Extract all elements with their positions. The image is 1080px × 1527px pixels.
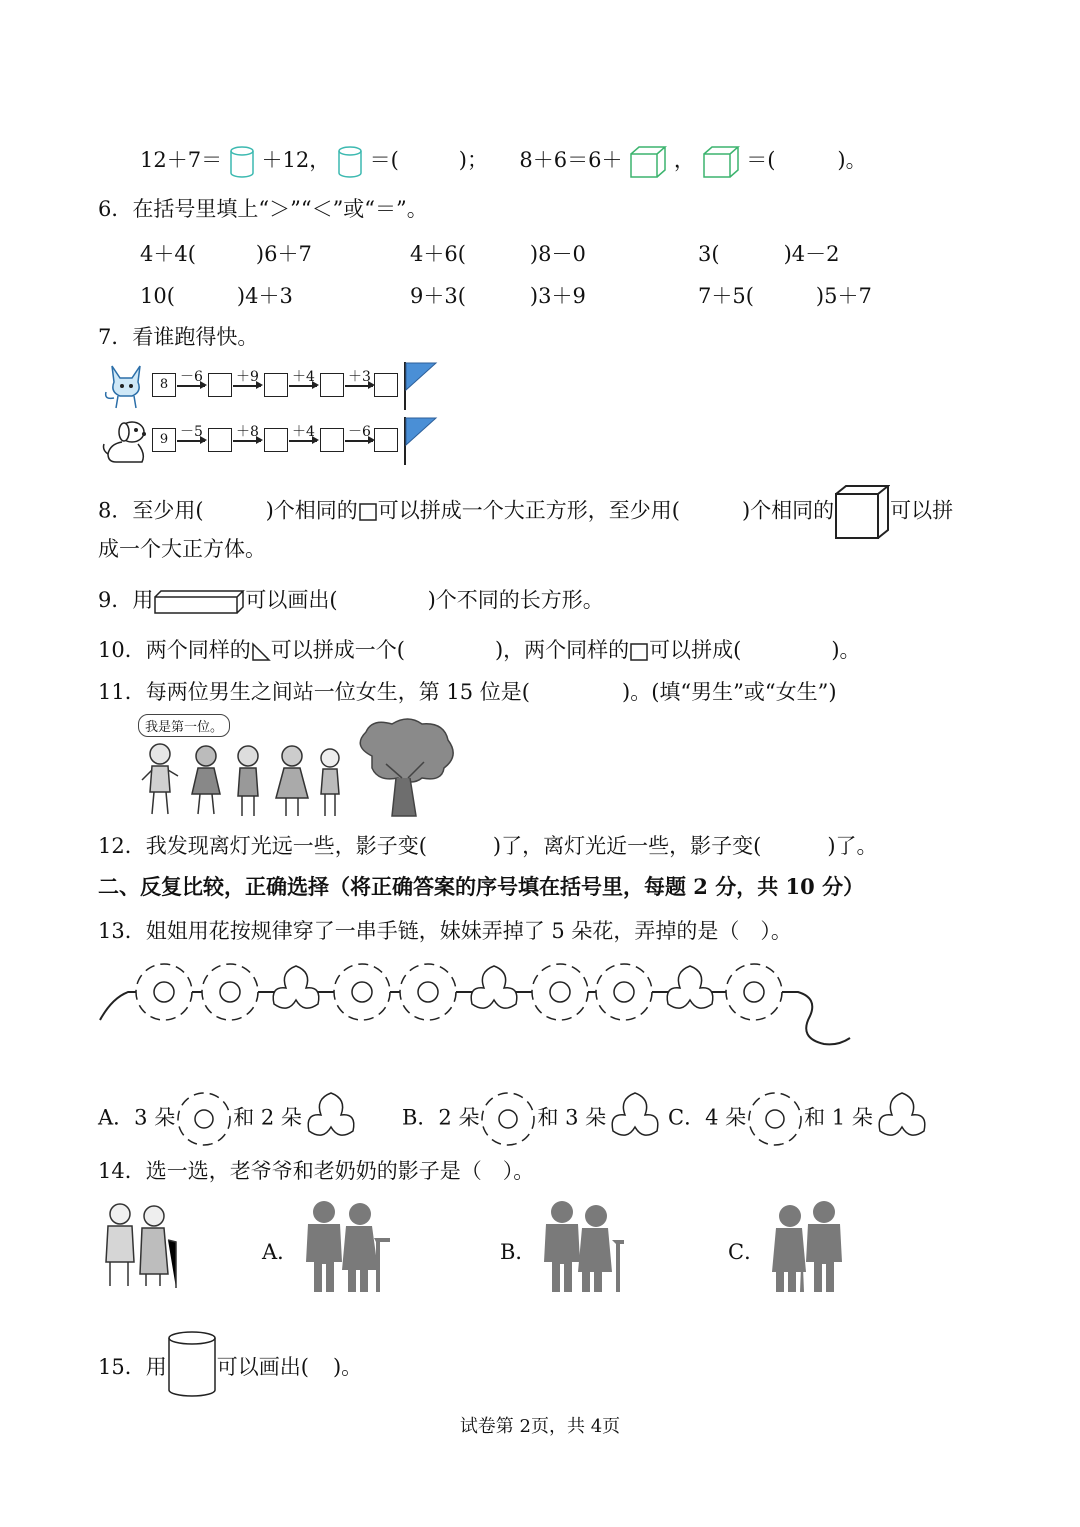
flag-icon bbox=[402, 415, 438, 467]
dog-op-4: －6 bbox=[348, 424, 371, 440]
q13-option-c[interactable]: C．4 朵 和 1 朵 bbox=[668, 1090, 931, 1148]
q6-title: 6．在括号里填上“＞”“＜”或“＝”。 bbox=[98, 197, 428, 221]
square-icon bbox=[629, 642, 649, 662]
shadow-option-c-icon[interactable] bbox=[764, 1198, 856, 1294]
grandparents-icon bbox=[98, 1200, 188, 1290]
q6-row1-item2: 4＋6( )8－0 bbox=[410, 242, 586, 266]
q15-line: 15．用 可以画出( )。 bbox=[98, 1330, 362, 1398]
fox-answer-box-3[interactable] bbox=[320, 373, 344, 397]
q5-line: 12＋7＝ ＋12， ＝( )； 8＋6＝6＋ ， ＝( )。 bbox=[140, 144, 867, 179]
shadow-option-a-icon[interactable] bbox=[300, 1198, 392, 1294]
dog-op-3: ＋4 bbox=[292, 424, 315, 440]
cube-icon bbox=[629, 145, 667, 179]
q6-row2-item2: 9＋3( )3＋9 bbox=[410, 284, 586, 308]
dog-start-box: 9 bbox=[152, 428, 176, 452]
cube-icon bbox=[702, 145, 740, 179]
pointed-flower-icon bbox=[302, 1090, 360, 1148]
flag-icon bbox=[402, 360, 438, 412]
fox-answer-box-4[interactable] bbox=[374, 373, 398, 397]
cylinder-icon bbox=[337, 146, 363, 178]
round-flower-icon bbox=[479, 1090, 537, 1148]
dog-op-1: －5 bbox=[180, 424, 203, 440]
dog-icon bbox=[102, 418, 152, 466]
pointed-flower-icon bbox=[606, 1090, 664, 1148]
dog-answer-box-3[interactable] bbox=[320, 428, 344, 452]
round-flower-icon bbox=[746, 1090, 804, 1148]
fox-start-box: 8 bbox=[152, 373, 176, 397]
cylinder-icon bbox=[167, 1330, 217, 1398]
dog-answer-box-2[interactable] bbox=[264, 428, 288, 452]
cylinder-icon bbox=[229, 146, 255, 178]
q6-row2-item1: 10( )4＋3 bbox=[140, 284, 293, 308]
page-footer: 试卷第 2页，共 4页 bbox=[459, 1416, 621, 1437]
q6-row1-item3: 3( )4－2 bbox=[698, 242, 840, 266]
tree-icon bbox=[352, 716, 458, 820]
dog-answer-box-4[interactable] bbox=[374, 428, 398, 452]
q7-title: 7．看谁跑得快。 bbox=[98, 325, 259, 349]
fox-answer-box-2[interactable] bbox=[264, 373, 288, 397]
q6-row2-item3: 7＋5( )5＋7 bbox=[698, 284, 872, 308]
dog-answer-box-1[interactable] bbox=[208, 428, 232, 452]
fox-op-3: ＋4 bbox=[292, 369, 315, 385]
children-icon bbox=[140, 736, 350, 820]
fox-op-1: －6 bbox=[180, 369, 203, 385]
section2-title: 二、反复比较，正确选择（将正确答案的序号填在括号里，每题 2 分，共 10 分） bbox=[98, 874, 865, 899]
q13-option-a[interactable]: A．3 朵 和 2 朵 bbox=[98, 1090, 360, 1148]
pointed-flower-icon bbox=[873, 1090, 931, 1148]
triangle-icon bbox=[251, 642, 271, 662]
q14-title: 14．选一选，老爷爷和老奶奶的影子是（ ）。 bbox=[98, 1159, 535, 1183]
q13-option-b[interactable]: B．2 朵 和 3 朵 bbox=[402, 1090, 664, 1148]
shadow-option-b-icon[interactable] bbox=[536, 1198, 628, 1294]
q14-option-c-label[interactable]: C． bbox=[728, 1240, 766, 1264]
dog-op-2: ＋8 bbox=[236, 424, 259, 440]
q9-line: 9．用 可以画出( )个不同的长方形。 bbox=[98, 584, 604, 615]
q11-line: 11．每两位男生之间站一位女生，第 15 位是( )。(填“男生”或“女生”) bbox=[98, 680, 837, 704]
fox-icon bbox=[102, 362, 150, 410]
q8-line2: 成一个大正方体。 bbox=[98, 537, 266, 561]
round-flower-icon bbox=[175, 1090, 233, 1148]
q6-row1-item1: 4＋4( )6＋7 bbox=[140, 242, 312, 266]
cube-icon bbox=[834, 484, 890, 540]
fox-op-2: ＋9 bbox=[236, 369, 259, 385]
q14-option-b-label[interactable]: B． bbox=[500, 1240, 537, 1264]
speech-bubble: 我是第一位。 bbox=[138, 714, 230, 737]
fox-op-4: ＋3 bbox=[348, 369, 371, 385]
square-icon bbox=[358, 502, 378, 522]
bracelet-icon bbox=[98, 958, 858, 1054]
q12-line: 12．我发现离灯光远一些，影子变( )了，离灯光近一些，影子变( )了。 bbox=[98, 834, 878, 858]
q14-option-a-label[interactable]: A． bbox=[262, 1240, 299, 1264]
q13-title: 13．姐姐用花按规律穿了一串手链，妹妹弄掉了 5 朵花，弄掉的是（ ）。 bbox=[98, 919, 792, 943]
q8-line1: 8．至少用( )个相同的 可以拼成一个大正方形，至少用( )个相同的 可以拼 bbox=[98, 484, 953, 540]
cuboid-icon bbox=[153, 589, 245, 615]
fox-answer-box-1[interactable] bbox=[208, 373, 232, 397]
q10-line: 10．两个同样的 可以拼成一个( )，两个同样的 可以拼成( )。 bbox=[98, 638, 861, 662]
